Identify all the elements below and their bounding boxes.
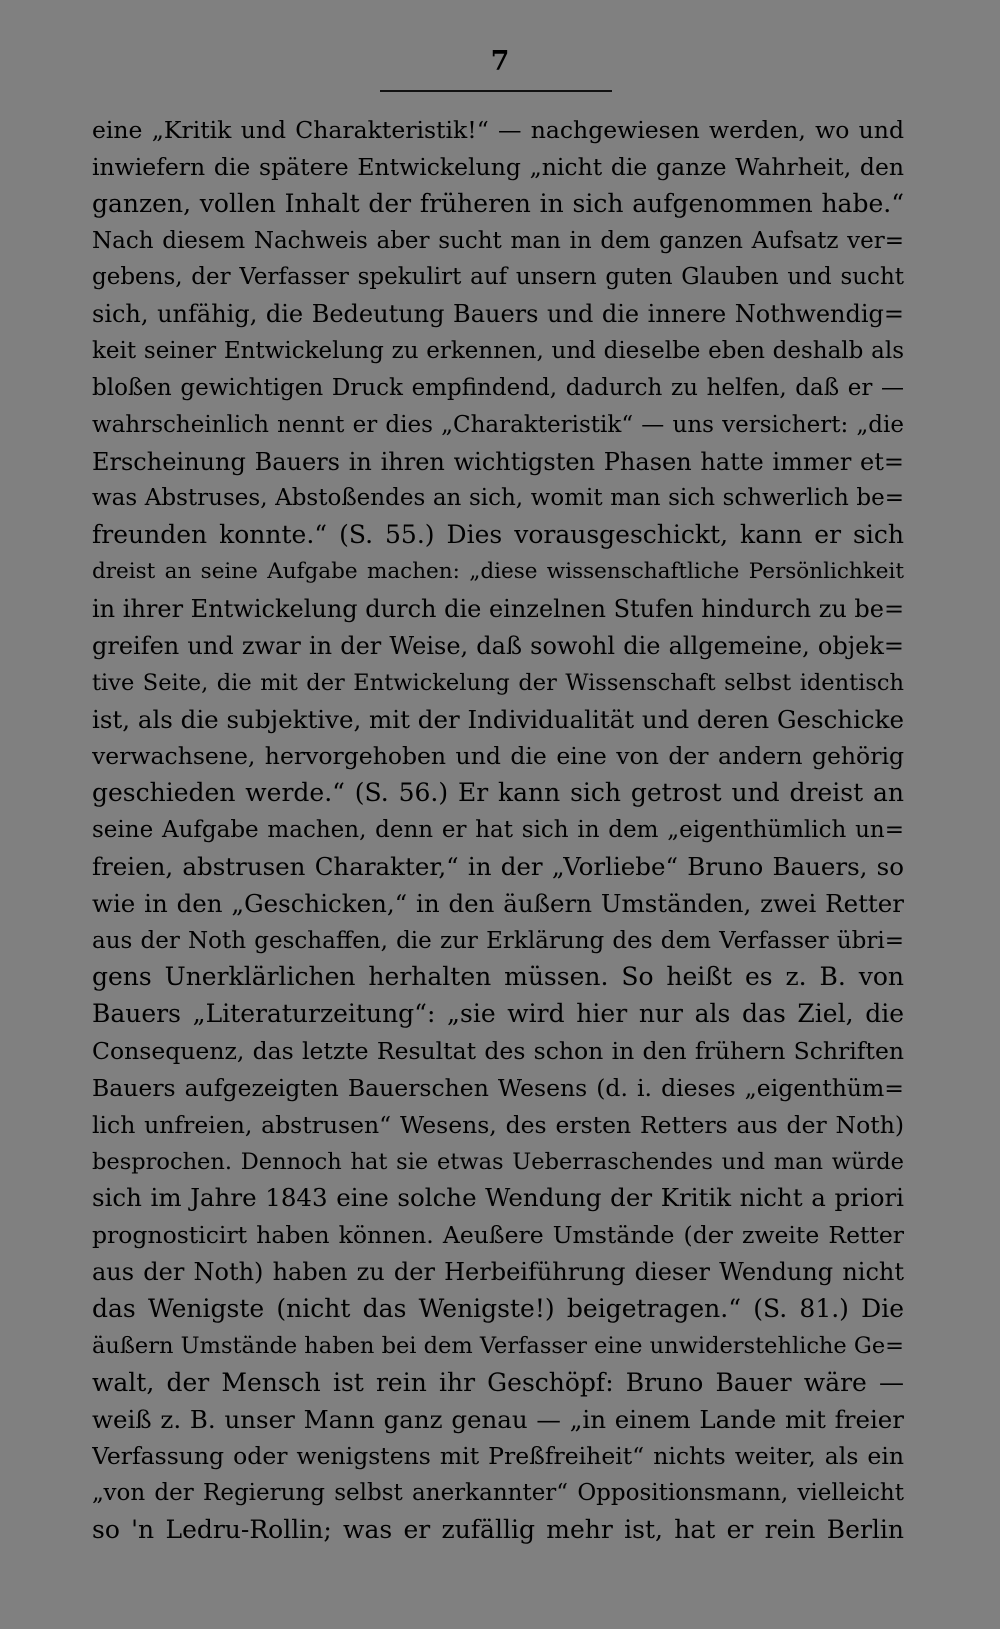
text-line: ist, als die subjektive, mit der Individualität und deren Geschicke <box>92 704 904 734</box>
text-line: greifen und zwar in der Weise, daß sowohl die allgemeine, objek= <box>92 631 904 660</box>
text-line: aus der Noth geschaffen, die zur Erklärung des dem Verfasser übri= <box>92 927 904 954</box>
text-line: dreist an seine Aufgabe machen: „diese wissenschaftliche Persönlichkeit <box>92 559 904 585</box>
text-line: eine „Kritik und Charakteristik!“ — nachgewiesen werden, wo und <box>92 116 904 144</box>
text-line: prognosticirt haben können. Aeußere Umstände (der zweite Retter <box>92 1221 904 1250</box>
text-line: Nach diesem Nachweis aber sucht man in dem ganzen Aufsatz ver= <box>92 227 904 254</box>
text-line: in ihrer Entwickelung durch die einzelnen Stufen hindurch zu be= <box>92 594 904 623</box>
text-line: wahrscheinlich nennt er dies „Charakteristik“ — uns versichert: „die <box>92 411 904 438</box>
text-line: äußern Umstände haben bei dem Verfasser eine unwiderstehliche Ge= <box>92 1332 904 1359</box>
text-line: Bauers „Literaturzeitung“: „sie wird hier nur als das Ziel, die <box>92 999 904 1029</box>
text-line: sich im Jahre 1843 eine solche Wendung der Kritik nicht a priori <box>92 1183 904 1213</box>
text-line: tive Seite, die mit der Entwickelung der Wissenschaft selbst identisch <box>92 669 904 696</box>
text-line: Verfassung oder wenigstens mit Preßfreiheit“ nichts weiter, als ein <box>92 1442 904 1471</box>
text-line: Consequenz, das letzte Resultat des schon in den frühern Schriften <box>92 1037 904 1066</box>
text-line: „von der Regierung selbst anerkannter“ Oppositionsmann, vielleicht <box>92 1480 904 1507</box>
text-line: inwiefern die spätere Entwickelung „nicht die ganze Wahrheit, den <box>92 152 904 181</box>
text-line: Bauers aufgezeigten Bauerschen Wesens (d. i. dieses „eigenthüm= <box>92 1073 904 1102</box>
text-line: geschieden werde.“ (S. 56.) Er kann sich getrost und dreist an <box>92 778 904 808</box>
text-line: das Wenigste (nicht das Wenigste!) beigetragen.“ (S. 81.) Die <box>92 1294 904 1323</box>
text-line: besprochen. Dennoch hat sie etwas Ueberraschendes und man würde <box>92 1148 904 1175</box>
text-line: gebens, der Verfasser spekulirt auf unsern guten Glauben und sucht <box>92 264 904 291</box>
page-number: 7 <box>490 46 510 77</box>
text-line: Erscheinung Bauers in ihren wichtigsten Phasen hatte immer et= <box>92 447 904 476</box>
text-line: was Abstruses, Abstoßendes an sich, womit man sich schwerlich be= <box>92 485 904 512</box>
text-line: aus der Noth) haben zu der Herbeiführung dieser Wendung nicht <box>92 1258 904 1287</box>
text-line: keit seiner Entwickelung zu erkennen, und dieselbe eben deshalb als <box>92 338 904 365</box>
text-line: seine Aufgabe machen, denn er hat sich in dem „eigenthümlich un= <box>92 817 904 844</box>
text-line: lich unfreien, abstrusen“ Wesens, des ersten Retters aus der Noth) <box>92 1110 904 1139</box>
text-line: walt, der Mensch ist rein ihr Geschöpf: Bruno Bauer wäre — <box>92 1367 904 1397</box>
text-line: sich, unfähig, die Bedeutung Bauers und die innere Nothwendig= <box>92 300 904 329</box>
text-line: gens Unerklärlichen herhalten müssen. So heißt es z. B. von <box>92 962 904 992</box>
text-line: freunden konnte.“ (S. 55.) Dies vorausgeschickt, kann er sich <box>92 520 904 550</box>
text-line: wie in den „Geschicken,“ in den äußern Umständen, zwei Retter <box>92 888 904 918</box>
header-rule <box>380 90 612 92</box>
body-text <box>92 112 904 1549</box>
text-line: freien, abstrusen Charakter,“ in der „Vorliebe“ Bruno Bauers, so <box>92 851 904 881</box>
text-line: weiß z. B. unser Mann ganz genau — „in einem Lande mit freier <box>92 1404 904 1434</box>
text-line: so 'n Ledru-Rollin; was er zufällig mehr ist, hat er rein Berlin <box>92 1515 904 1545</box>
text-line: verwachsene, hervorgehoben und die eine von der andern gehörig <box>92 742 904 771</box>
text-line: ganzen, vollen Inhalt der früheren in sich aufgenommen habe.“ <box>92 188 904 218</box>
text-line: bloßen gewichtigen Druck empfindend, dadurch zu helfen, daß er — <box>92 374 904 401</box>
